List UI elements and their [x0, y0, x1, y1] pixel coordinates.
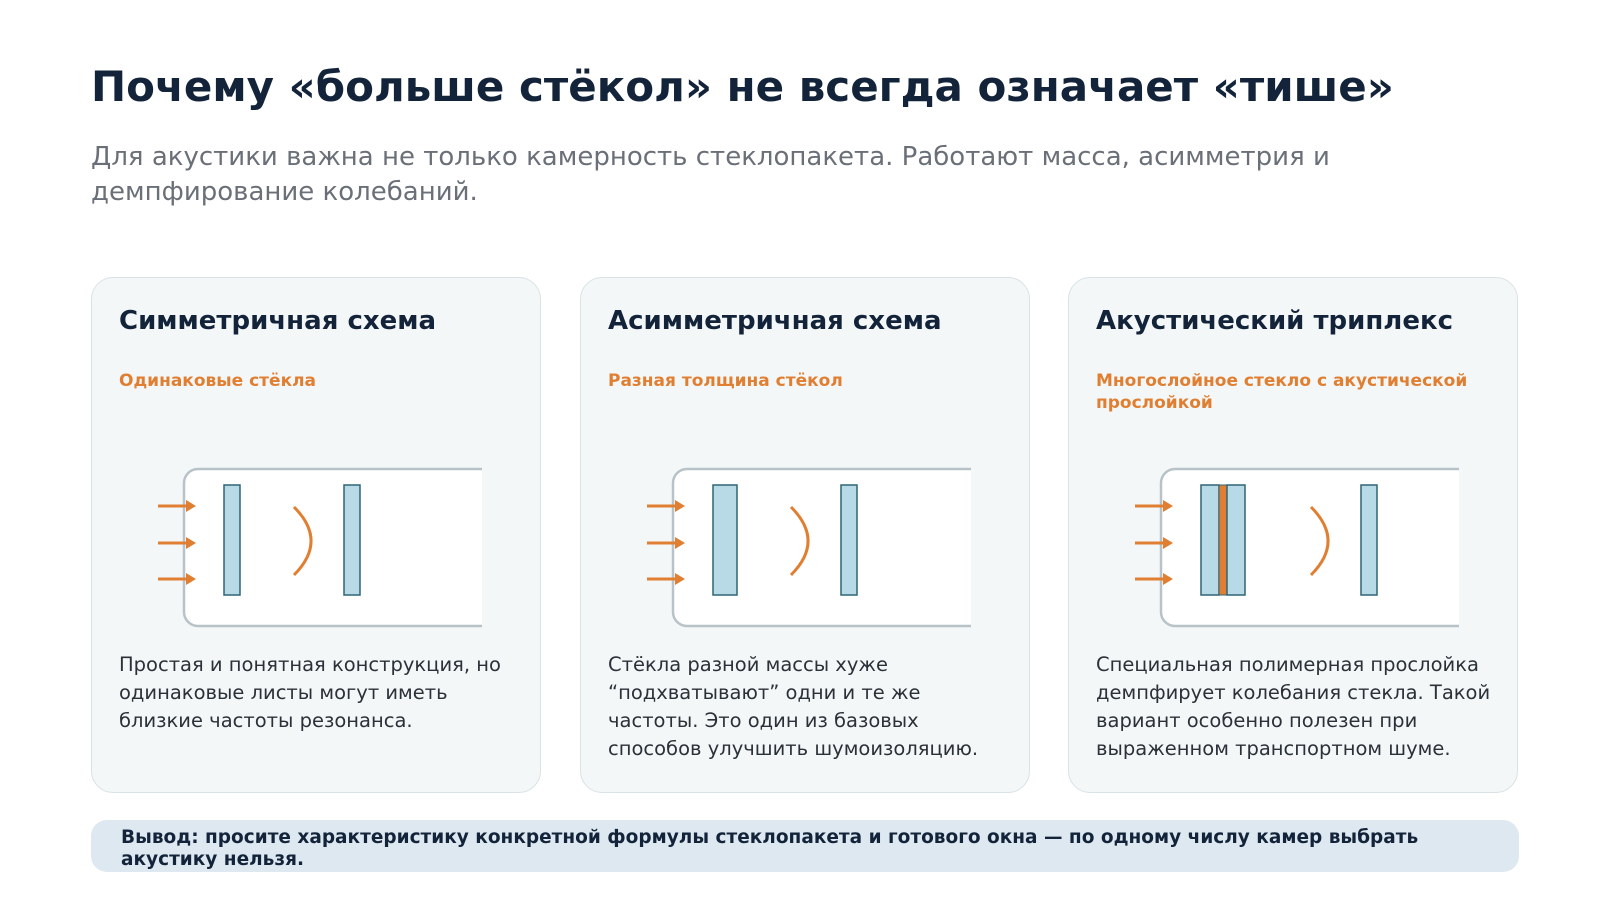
card-symmetric: [91, 277, 541, 793]
card-tag: Одинаковые стёкла: [119, 371, 317, 391]
conclusion-banner: Вывод: просите характеристику конкретной формулы стеклопакета и готового окна — по одному числу камер выбрать акустику нельзя.: [91, 820, 1519, 872]
card-asymmetric: [580, 277, 1030, 793]
card-description: Специальная полимерная прослойка демпфирует колебания стекла. Такой вариант особенно полезен при выраженном транспортном шуме.: [1096, 653, 1491, 760]
card-laminated: [1068, 277, 1518, 793]
laminated-glazing-diagram: [1099, 461, 1459, 631]
card-description: Простая и понятная конструкция, но одинаковые листы могут иметь близкие частоты резонанса.: [119, 653, 501, 732]
glass-pane-icon: [344, 485, 360, 595]
page-subtitle: Для акустики важна не только камерность стеклопакета. Работают масса, асимметрия и демпфирование колебаний.: [91, 142, 1330, 207]
glass-pane-icon: [1361, 485, 1377, 595]
glass-pane-icon: [1201, 485, 1219, 595]
page-title: Почему «больше стёкол» не всегда означает «тише»: [91, 62, 1394, 111]
card-description: Стёкла разной массы хуже “подхватывают” одни и те же частоты. Это один из базовых способов улучшить шумоизоляцию.: [608, 653, 979, 760]
symmetric-glazing-diagram: [122, 461, 482, 631]
laminate-layer-icon: [1219, 485, 1227, 595]
card-title: Симметричная схема: [119, 306, 437, 336]
asymmetric-glazing-diagram: [611, 461, 971, 631]
card-title: Акустический триплекс: [1096, 306, 1454, 336]
glass-pane-icon: [841, 485, 857, 595]
glass-pane-icon: [713, 485, 737, 595]
card-tag: Многослойное стекло с акустической прослойкой: [1096, 371, 1468, 413]
glass-pane-icon: [224, 485, 240, 595]
card-tag: Разная толщина стёкол: [608, 371, 843, 391]
card-title: Асимметричная схема: [608, 306, 942, 336]
glass-pane-icon: [1227, 485, 1245, 595]
